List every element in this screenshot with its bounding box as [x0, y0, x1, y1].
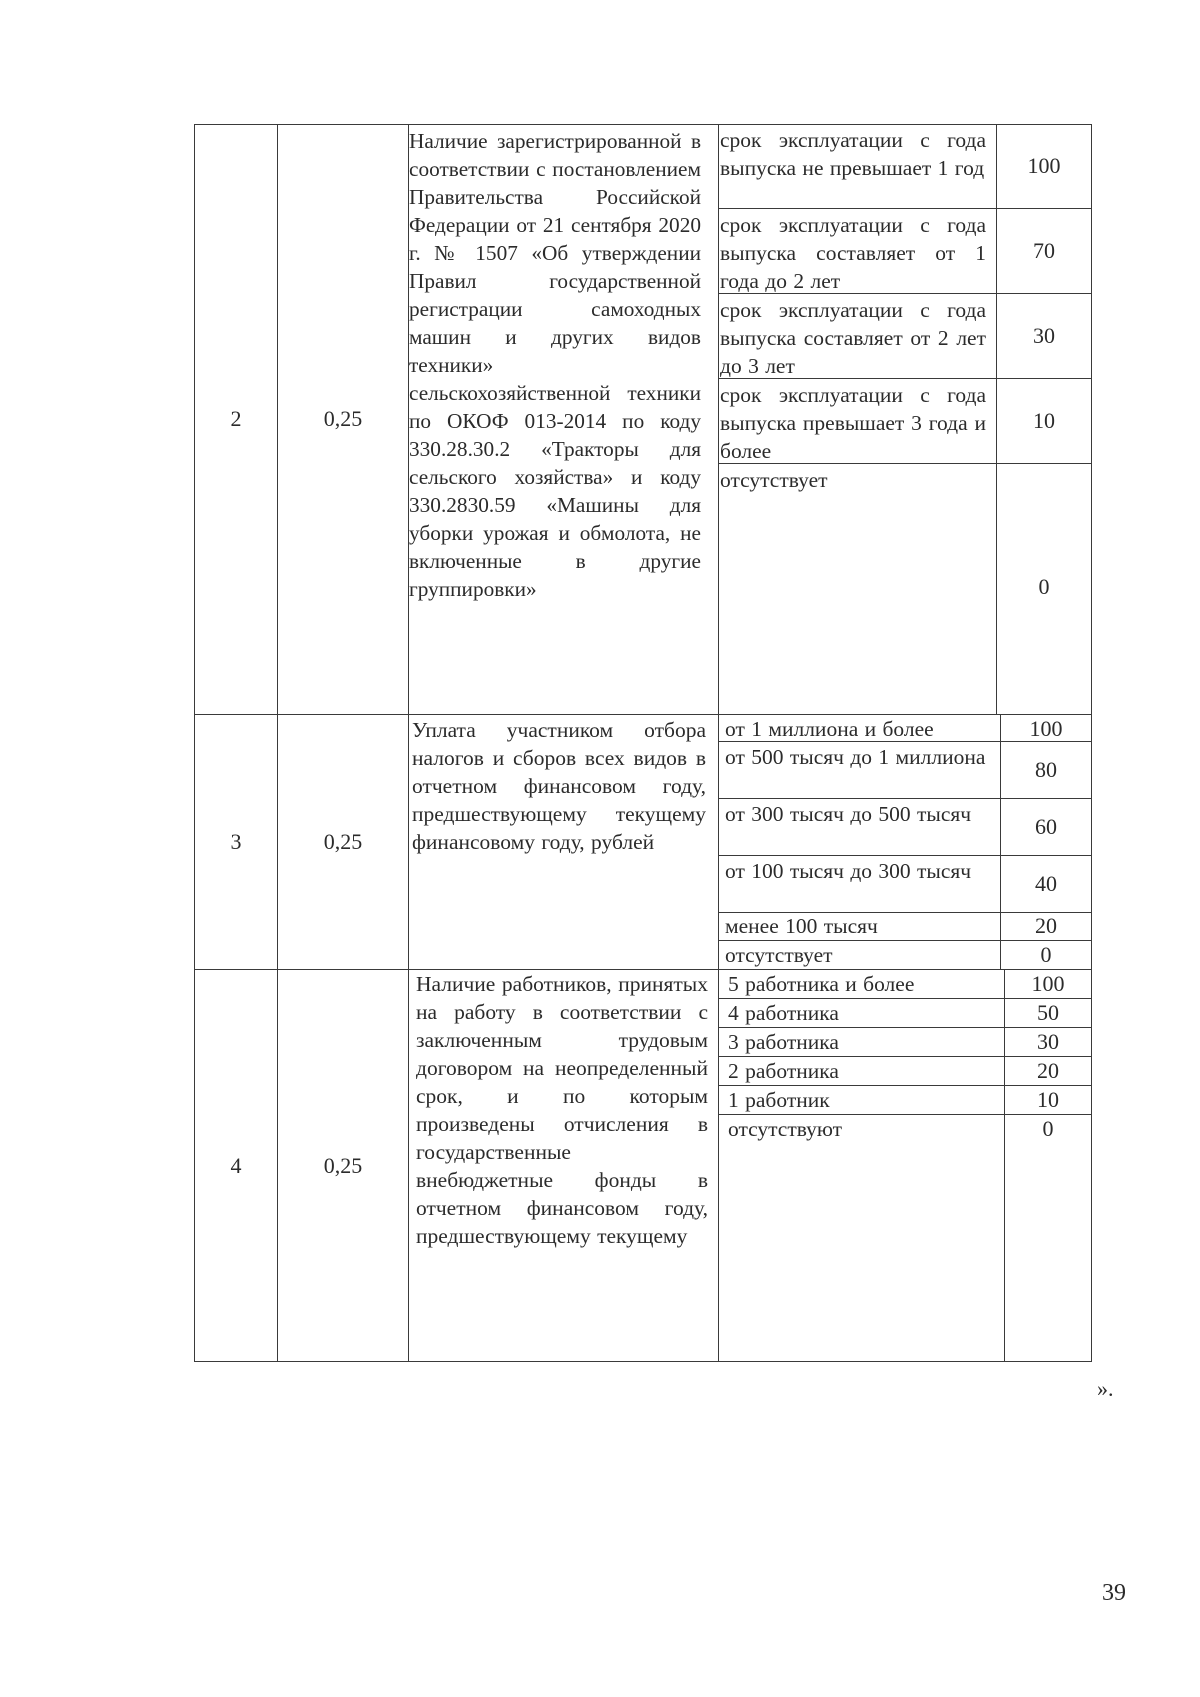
- option-score: 70: [1033, 238, 1055, 263]
- criterion-text: Наличие зарегистрированной в соответствии с постановлением Правительства Российской Федерации от 21 сентября 2020 г. № 1507 «Об утверждении Правил государственной регистрации самоходных машин и других видов техники» сельскохозяйственной техники по ОКОФ 013-2014 по коду 330.28.30.2 «Тракторы для сельского хозяйства» и коду 330.2830.59 «Машины для уборки урожая и обмолота, не включенные в другие группировки»: [409, 129, 701, 601]
- option-score: 20: [1035, 913, 1057, 938]
- row-number: 2: [230, 406, 242, 431]
- criterion-text: Уплата участником отбора налогов и сборов всех видов в отчетном финансовом году, предшествующему текущему финансовому году, рублей: [412, 718, 706, 854]
- option-label: отсутствует: [720, 468, 828, 492]
- option-score: 20: [1037, 1058, 1059, 1083]
- option-score: 100: [1027, 153, 1061, 178]
- option-label: менее 100 тысяч: [725, 914, 878, 938]
- option-label: от 500 тысяч до 1 миллиона: [725, 745, 986, 769]
- table-border: [1091, 124, 1092, 1362]
- option-score: 80: [1035, 757, 1057, 782]
- row-weight: 0,25: [323, 1153, 363, 1178]
- option-score: 60: [1035, 814, 1057, 839]
- option-score: 10: [1037, 1087, 1059, 1112]
- option-score: 0: [1040, 942, 1052, 967]
- table-border: [718, 124, 719, 1362]
- option-score: 40: [1035, 871, 1057, 896]
- option-label: отсутствует: [725, 943, 833, 967]
- row-weight: 0,25: [323, 829, 363, 854]
- option-label: срок эксплуатации с года выпуска составляет от 1 года до 2 лет: [720, 213, 986, 293]
- option-label: срок эксплуатации с года выпуска превышает 3 года и более: [720, 383, 986, 463]
- closing-quote-mark: ».: [1097, 1376, 1114, 1401]
- option-label: 4 работника: [728, 1001, 839, 1025]
- option-score: 0: [1042, 1116, 1054, 1141]
- row-weight: 0,25: [323, 406, 363, 431]
- option-label: отсутствуют: [728, 1117, 843, 1141]
- option-label: от 1 миллиона и более: [725, 717, 934, 741]
- criterion-text: Наличие работников, принятых на работу в соответствии с заключенным трудовым договором на неопределенный срок, и по которым произведены отчисления в государственные внебюджетные фонды в отчетном финансовом году, предшествующему текущему: [416, 972, 708, 1248]
- table-border: [718, 855, 1092, 856]
- option-score: 0: [1038, 574, 1050, 599]
- option-score: 50: [1037, 1000, 1059, 1025]
- option-label: 2 работника: [728, 1059, 839, 1083]
- row-number: 3: [230, 829, 242, 854]
- option-label: от 100 тысяч до 300 тысяч: [725, 859, 972, 883]
- option-label: срок эксплуатации с года выпуска составляет от 2 лет до 3 лет: [720, 298, 986, 378]
- page-number: 39: [1102, 1580, 1126, 1606]
- table-border: [718, 208, 1092, 209]
- option-score: 100: [1029, 716, 1063, 741]
- option-label: 1 работник: [728, 1088, 830, 1112]
- option-label: 3 работника: [728, 1030, 839, 1054]
- option-score: 30: [1037, 1029, 1059, 1054]
- table-border: [194, 124, 1092, 125]
- option-score: 10: [1033, 408, 1055, 433]
- option-label: от 300 тысяч до 500 тысяч: [725, 802, 972, 826]
- table-border: [718, 798, 1092, 799]
- row-number: 4: [230, 1153, 242, 1178]
- option-label: срок эксплуатации с года выпуска не превышает 1 год: [720, 128, 986, 180]
- option-score: 30: [1033, 323, 1055, 348]
- table-border: [194, 1361, 1092, 1362]
- option-label: 5 работника и более: [728, 972, 915, 996]
- option-score: 100: [1031, 971, 1065, 996]
